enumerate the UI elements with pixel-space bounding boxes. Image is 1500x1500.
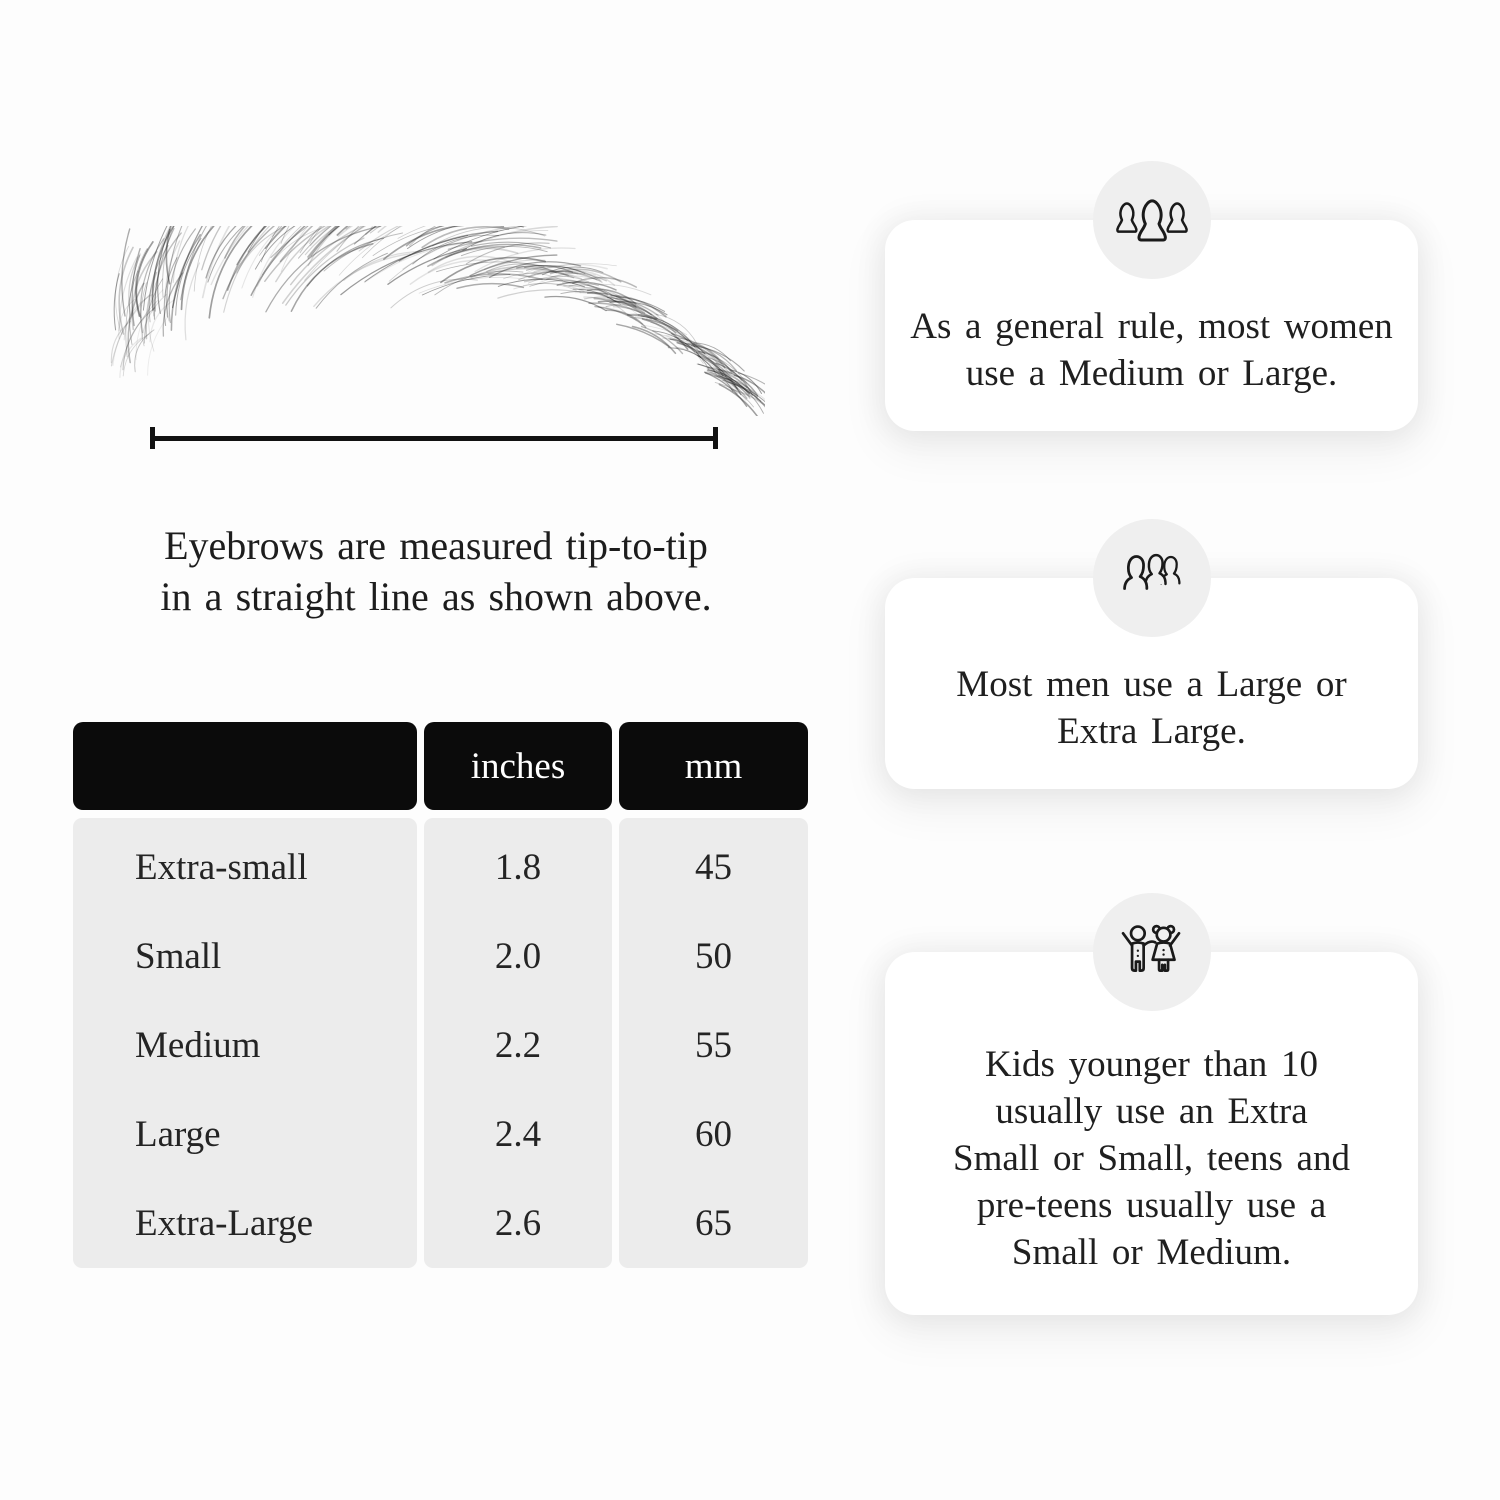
women-group-icon [1093, 161, 1211, 279]
measurement-caption [86, 520, 786, 622]
card-men-text [909, 637, 1394, 779]
card-kids [885, 952, 1418, 1315]
text-line: in a straight line as shown above. [160, 574, 712, 619]
text-line: usually use an Extra [995, 1090, 1308, 1132]
size-table-header-size [73, 722, 417, 810]
card-women [885, 220, 1418, 431]
size-value-mm: 65 [695, 1203, 732, 1244]
text-line: Most men use a Large or [956, 664, 1347, 705]
kids-icon [1093, 893, 1211, 1011]
eyebrow-illustration [105, 226, 765, 416]
size-table-body [73, 818, 808, 1268]
size-table [73, 722, 808, 1268]
measurement-bar [150, 436, 718, 441]
text-line: Small or Medium. [1011, 1231, 1292, 1273]
size-value-mm: 60 [695, 1114, 732, 1155]
women-group-icon-svg [1114, 191, 1190, 249]
kids-icon-svg [1116, 920, 1188, 984]
text-line: As a general rule, most women [910, 306, 1393, 347]
size-row-label: Large [135, 1114, 221, 1155]
text-line: Small or Small, teens and [953, 1137, 1350, 1179]
size-row-label: Extra-small [135, 847, 308, 888]
card-kids-text [909, 1011, 1394, 1305]
eyebrow-sketch-svg [105, 226, 765, 416]
men-group-icon [1093, 519, 1211, 637]
measurement-right-tick [713, 427, 718, 449]
measurement-line [150, 427, 718, 449]
size-value-mm: 50 [695, 936, 732, 977]
size-value-inches: 2.6 [494, 1203, 542, 1244]
size-table-column-mm [619, 818, 808, 1268]
size-table-header-inches: inches [424, 722, 612, 810]
size-table-column-labels [73, 818, 417, 1268]
size-row-label: Extra-Large [135, 1203, 314, 1244]
card-women-text [909, 279, 1394, 421]
size-value-mm: 55 [695, 1025, 732, 1066]
size-row-label: Medium [135, 1025, 261, 1066]
size-value-inches: 2.2 [494, 1025, 542, 1066]
size-row-label: Small [135, 936, 222, 977]
size-table-header-row [73, 722, 808, 810]
text-line: pre-teens usually use a [976, 1184, 1327, 1226]
size-table-column-inches [424, 818, 612, 1268]
size-table-header-mm: mm [619, 722, 808, 810]
text-line: use a Medium or Large. [965, 353, 1338, 394]
card-men [885, 578, 1418, 789]
size-value-inches: 2.0 [494, 936, 542, 977]
text-line: Extra Large. [1057, 711, 1246, 752]
size-value-mm: 45 [695, 847, 732, 888]
size-value-inches: 2.4 [494, 1114, 542, 1155]
text-line: Kids younger than 10 [985, 1043, 1318, 1085]
men-group-icon-svg [1114, 549, 1190, 607]
text-line: Eyebrows are measured tip-to-tip [164, 523, 708, 568]
size-value-inches: 1.8 [494, 847, 542, 888]
